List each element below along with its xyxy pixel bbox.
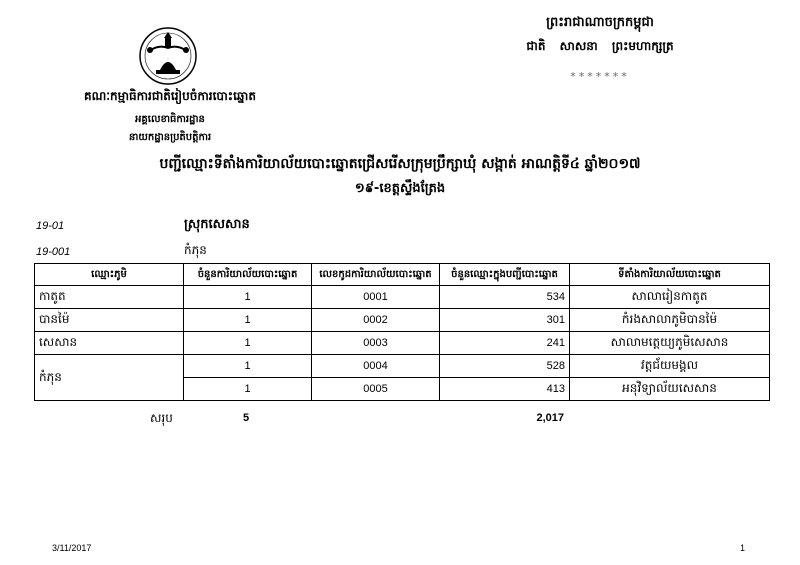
- station-count-cell: 1: [184, 378, 312, 401]
- station-code-cell: 0004: [312, 355, 440, 378]
- commune-name: កំភុន: [184, 243, 207, 257]
- station-location-cell: កំរងសាលាភូមិបានម៉ៃ: [570, 309, 770, 332]
- station-location-cell: សាលារៀនកាតូត: [570, 286, 770, 309]
- header-village: ឈ្មោះភូមិ: [35, 264, 184, 286]
- station-location-cell: សាលាមត្តេយ្យភូមិសេសាន: [570, 332, 770, 355]
- station-count-cell: 1: [184, 286, 312, 309]
- page-number: 1: [740, 543, 746, 553]
- village-cell: កំភុន: [35, 355, 184, 401]
- kingdom-title: ព្រះរាជាណាចក្រកម្ពុជា: [546, 15, 654, 30]
- station-location-cell: អនុវិទ្យាល័យសេសាន: [570, 378, 770, 401]
- national-motto: ជាតិ សាសនា ព្រះមហាក្សត្រ: [526, 39, 674, 53]
- village-cell: បានម៉ៃ: [35, 309, 184, 332]
- voter-count-cell: 528: [440, 355, 570, 378]
- total-voters: 2,017: [536, 412, 564, 424]
- header-station-count: ចំនួនការិយាល័យបោះឆ្នោត: [184, 264, 312, 286]
- station-code-cell: 0001: [312, 286, 440, 309]
- table-row: [35, 332, 770, 355]
- header-voter-count: ចំនួនឈ្មោះក្នុងបញ្ជីបោះឆ្នោត: [440, 264, 570, 286]
- district-name: ស្រុកសេសាន: [184, 217, 250, 232]
- organization-name: គណៈកម្មាធិការជាតិរៀបចំការបោះឆ្នោត: [84, 89, 256, 103]
- station-count-cell: 1: [184, 309, 312, 332]
- department-name: អគ្គលេខាធិការដ្ឋាន: [135, 114, 205, 125]
- village-cell: កាតូត: [35, 286, 184, 309]
- station-code-cell: 0002: [312, 309, 440, 332]
- voter-count-cell: 301: [440, 309, 570, 332]
- voter-count-cell: 413: [440, 378, 570, 401]
- station-count-cell: 1: [184, 332, 312, 355]
- footer-date: 3/11/2017: [52, 543, 92, 553]
- total-label: សរុប: [150, 411, 173, 425]
- total-stations: 5: [243, 412, 250, 424]
- voter-count-cell: 534: [440, 286, 570, 309]
- unit-name: នាយកដ្ឋានប្រតិបត្តិការ: [128, 132, 212, 143]
- stars-divider: *******: [570, 70, 630, 83]
- polling-stations-table: [34, 263, 770, 401]
- district-code: 19-01: [36, 220, 65, 232]
- station-count-cell: 1: [184, 355, 312, 378]
- village-cell: សេសាន: [35, 332, 184, 355]
- voter-count-cell: 241: [440, 332, 570, 355]
- document-subtitle: ១៩-ខេត្តស្ទឹងត្រែង: [354, 181, 446, 196]
- station-code-cell: 0005: [312, 378, 440, 401]
- nec-emblem-icon: [138, 26, 198, 86]
- table-header-row: [35, 264, 770, 286]
- header-station-code: លេខកូដការិយាល័យបោះឆ្នោត: [312, 264, 440, 286]
- commune-code: 19-001: [36, 246, 71, 258]
- document-title: បញ្ជីឈ្មោះទីតាំងការិយាល័យបោះឆ្នោតជ្រើសរើសក្រុមប្រឹក្សាឃុំ សង្កាត់ អាណត្តិទី៤ ឆ្នាំ២០១៧: [159, 156, 641, 172]
- table-row: [35, 286, 770, 309]
- station-code-cell: 0003: [312, 332, 440, 355]
- table-row: [35, 309, 770, 332]
- station-location-cell: វត្តជ័យមង្គល: [570, 355, 770, 378]
- header-station-location: ទីតាំងការិយាល័យបោះឆ្នោត: [570, 264, 770, 286]
- table-row: [35, 355, 770, 378]
